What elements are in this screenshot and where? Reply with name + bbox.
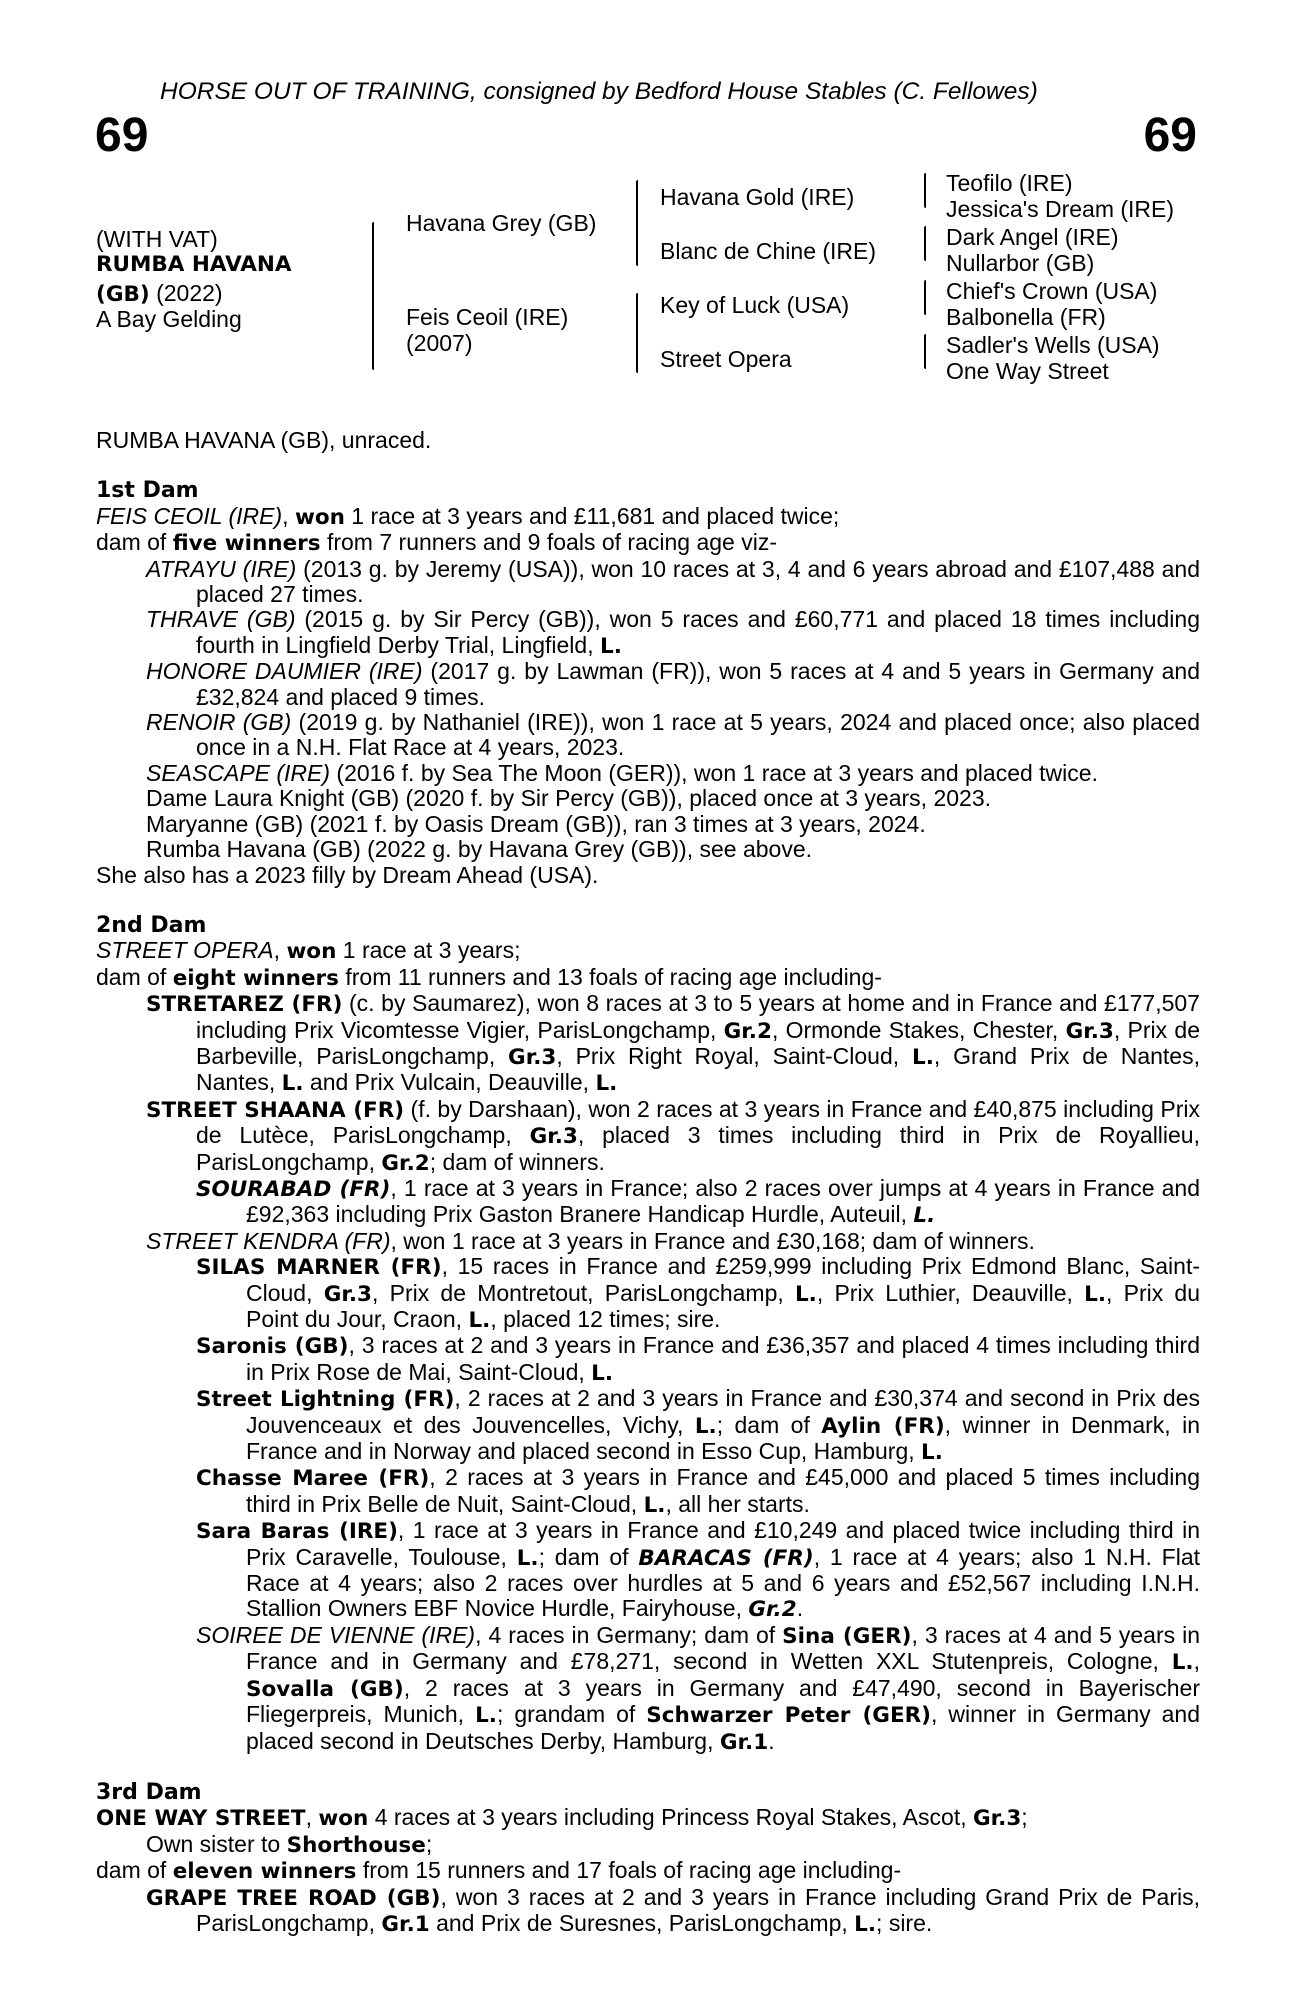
- pedigree-dam: Feis Ceoil (IRE): [406, 304, 569, 330]
- pedigree-gg-4: Nullarbor (GB): [946, 250, 1095, 276]
- pedigree-brace-3a: [924, 173, 926, 208]
- pedigree-brace-1: [372, 222, 374, 370]
- pedigree-gg-1: Teofilo (IRE): [946, 170, 1073, 196]
- horse-description: A Bay Gelding: [96, 306, 242, 332]
- pedigree-brace-3c: [924, 280, 926, 315]
- pedigree-sire-dam: Blanc de Chine (IRE): [660, 238, 877, 264]
- pedigree-gg-2: Jessica's Dream (IRE): [946, 196, 1175, 222]
- produce-renoir: RENOIR (GB) (2019 g. by Nathaniel (IRE)), won 1 race at 5 years, 2024 and placed once; also placed once in a N.H. Flat Race at 4 years, 2023.: [146, 709, 1201, 761]
- pedigree-gg-7: Sadler's Wells (USA): [946, 332, 1160, 358]
- produce-atrayu: ATRAYU (IRE) (2013 g. by Jeremy (USA)), won 10 races at 3, 4 and 6 years abroad and £107,488 and placed 27 times.: [146, 555, 1200, 608]
- produce-grape-tree-road: GRAPE TREE ROAD (GB), won 3 races at 2 and 3 years in France including Grand Prix de Paris, ParisLongchamp, Gr.1 and Prix de Suresnes, ParisLongchamp, L.; sire.: [146, 1883, 1201, 1937]
- horse-origin: (GB) (2022): [96, 280, 223, 307]
- third-dam-produce-summary: dam of eleven winners from 15 runners and 17 foals of racing age including-: [96, 1857, 902, 1885]
- produce-saronis: Saronis (GB), 3 races at 2 and 3 years in France and £36,357 and placed 4 times including third in Prix Rose de Mai, Saint-Cloud, L.: [196, 1332, 1200, 1386]
- first-dam-section: [96, 478, 1200, 888]
- pedigree-brace-3b: [924, 226, 926, 261]
- catalogue-header: HORSE OUT OF TRAINING, consigned by Bedford House Stables (C. Fellowes): [160, 78, 1038, 105]
- produce-rumba-havana: Rumba Havana (GB) (2022 g. by Havana Grey (GB)), see above.: [146, 836, 813, 863]
- produce-seascape: SEASCAPE (IRE) (2016 f. by Sea The Moon (GER)), won 1 race at 3 years and placed twice.: [146, 759, 1098, 786]
- third-dam-section: [96, 1780, 1200, 1937]
- pedigree-brace-2b: [636, 293, 638, 373]
- vat-label: (WITH VAT): [96, 226, 218, 252]
- produce-street-kendra: STREET KENDRA (FR), won 1 race at 3 years in France and £30,168; dam of winners.: [146, 1227, 1035, 1254]
- first-dam-produce-summary: dam of five winners from 7 runners and 9 foals of racing age viz-: [96, 529, 777, 557]
- produce-silas-marner: SILAS MARNER (FR), 15 races in France and £259,999 including Prix Edmond Blanc, Saint-Cloud, Gr.3, Prix de Montretout, ParisLongchamp, L., Prix Luthier, Deauville, L., Prix du Point du Jour, Craon, L., placed 12 times; sire.: [196, 1253, 1200, 1333]
- pedigree-dam-year: (2007): [406, 330, 473, 356]
- produce-street-lightning: Street Lightning (FR), 2 races at 2 and 3 years in France and £30,374 and second in Prix des Jouvenceaux et des Jouvencelles, Vichy, L.; dam of Aylin (FR), winner in Denmark, in France and in Norway and placed second in Esso Cup, Hamburg, L.: [196, 1385, 1201, 1466]
- third-dam-heading: 3rd Dam: [96, 1779, 202, 1805]
- second-dam-produce-summary: dam of eight winners from 11 runners and 13 foals of racing age including-: [96, 963, 882, 991]
- produce-sourabad: SOURABAD (FR), 1 race at 3 years in France; also 2 races over jumps at 4 years in France and £92,363 including Prix Gaston Branere Handicap Hurdle, Auteuil, L.: [196, 1174, 1200, 1229]
- first-dam-line: FEIS CEOIL (IRE), won 1 race at 3 years and £11,681 and placed twice;: [96, 502, 840, 530]
- produce-street-shaana: STREET SHAANA (FR) (f. by Darshaan), won 2 races at 3 years in France and £40,875 including Prix de Lutèce, ParisLongchamp, Gr.3, placed 3 times including third in Prix de Royallieu, ParisLongchamp, Gr.2; dam of winners.: [146, 1095, 1200, 1176]
- race-record: RUMBA HAVANA (GB), unraced.: [96, 427, 432, 453]
- pedigree-sire-sire: Havana Gold (IRE): [660, 184, 855, 210]
- produce-chasse-maree: Chasse Maree (FR), 2 races at 3 years in France and £45,000 and placed 5 times including third in Prix Belle de Nuit, Saint-Cloud, L., all her starts.: [196, 1464, 1200, 1518]
- third-dam-sibling-note: Own sister to Shorthouse;: [146, 1830, 433, 1858]
- horse-name: RUMBA HAVANA: [96, 252, 292, 277]
- pedigree-gg-3: Dark Angel (IRE): [946, 224, 1119, 250]
- pedigree-gg-8: One Way Street: [946, 358, 1109, 384]
- pedigree-gg-5: Chief's Crown (USA): [946, 278, 1158, 304]
- produce-sara-baras: Sara Baras (IRE), 1 race at 3 years in France and £10,249 and placed twice including third in Prix Caravelle, Toulouse, L.; dam of BARACAS (FR), 1 race at 4 years; also 1 N.H. Flat Race at 4 years; also 2 races over hurdles at 5 and 6 years and £52,567 including I.N.H. Stallion Owners EBF Novice Hurdle, Fairyhouse, Gr.2.: [196, 1517, 1201, 1623]
- catalogue-body: [96, 428, 1200, 1937]
- produce-maryanne: Maryanne (GB) (2021 f. by Oasis Dream (GB)), ran 3 times at 3 years, 2024.: [146, 810, 926, 837]
- pedigree-brace-3d: [924, 334, 926, 369]
- lot-number-right: 69: [1143, 109, 1197, 162]
- third-dam-line: ONE WAY STREET, won 4 races at 3 years including Princess Royal Stakes, Ascot, Gr.3;: [96, 1804, 1028, 1832]
- pedigree-dam-dam: Street Opera: [660, 346, 792, 372]
- second-dam-section: [96, 913, 1200, 1755]
- pedigree-sire: Havana Grey (GB): [406, 210, 597, 236]
- produce-dame-laura-knight: Dame Laura Knight (GB) (2020 f. by Sir Percy (GB)), placed once at 3 years, 2023.: [146, 785, 992, 812]
- pedigree-brace-2a: [636, 180, 638, 266]
- second-dam-heading: 2nd Dam: [96, 912, 207, 938]
- lot-number-left: 69: [95, 109, 149, 162]
- first-dam-note: She also has a 2023 filly by Dream Ahead (USA).: [96, 861, 599, 888]
- produce-thrave: THRAVE (GB) (2015 g. by Sir Percy (GB)), won 5 races and £60,771 and placed 18 times including fourth in Lingfield Derby Trial, Lingfield, L.: [146, 606, 1200, 659]
- pedigree-dam-sire: Key of Luck (USA): [660, 292, 850, 318]
- produce-soiree-de-vienne: SOIREE DE VIENNE (IRE), 4 races in Germany; dam of Sina (GER), 3 races at 4 and 5 years in France and in Germany and £78,271, second in Wetten XXL Stutenpreis, Cologne, L., Sovalla (GB), 2 races at 3 years in Germany and £47,490, second in Bayerischer Fliegerpreis, Munich, L.; grandam of Schwarzer Peter (GER), winner in Germany and placed second in Deutsches Derby, Hamburg, Gr.1.: [196, 1621, 1201, 1755]
- first-dam-heading: 1st Dam: [96, 478, 199, 504]
- produce-honore-daumier: HONORE DAUMIER (IRE) (2017 g. by Lawman (FR)), won 5 races at 4 and 5 years in Germany and £32,824 and placed 9 times.: [146, 658, 1200, 710]
- pedigree-gg-6: Balbonella (FR): [946, 304, 1106, 330]
- produce-stretarez: STRETAREZ (FR) (c. by Saumarez), won 8 races at 3 to 5 years at home and in France and £177,507 including Prix Vicomtesse Vigier, ParisLongchamp, Gr.2, Ormonde Stakes, Chester, Gr.3, Prix de Barbeville, ParisLongchamp, Gr.3, Prix Right Royal, Saint-Cloud, L., Grand Prix de Nantes, Nantes, L. and Prix Vulcain, Deauville, L.: [146, 990, 1200, 1097]
- second-dam-line: STREET OPERA, won 1 race at 3 years;: [96, 937, 521, 965]
